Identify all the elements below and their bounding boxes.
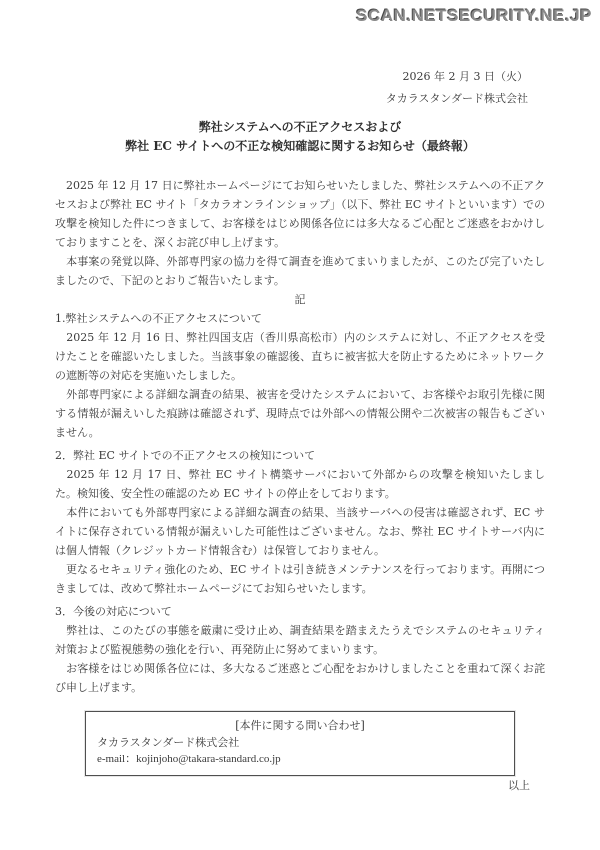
section-1-heading: 1.弊社システムへの不正アクセスについて <box>55 312 262 325</box>
contact-email: e-mail：kojinjoho@takara-standard.co.jp <box>97 753 281 765</box>
document-body <box>55 176 545 795</box>
section-3-paragraph-1: 弊社は、このたびの事態を厳粛に受け止め、調査結果を踏まえたうえでシステムのセキュリティ対策および監視態勢の強化を行い、再発防止に努めてまいります。 <box>55 624 545 656</box>
document-title <box>0 118 600 156</box>
contact-box-title: [本件に関する問い合わせ] <box>235 719 365 732</box>
title-line-1: 弊社システムへの不正アクセスおよび <box>198 120 402 134</box>
section-1-paragraph-2: 外部専門家による詳細な調査の結果、被害を受けたシステムにおいて、お客様やお取引先様に関する情報が漏えいした痕跡は確認されず、現時点では外部への情報公開や二次被害の報告もございません。 <box>55 388 545 439</box>
section-2-heading: 2．弊社 EC サイトでの不正アクセスの検知について <box>55 449 316 462</box>
section-2-paragraph-3: 更なるセキュリティ強化のため、EC サイトは引き続きメンテナンスを行っております。再開につきましては、改めて弊社ホームページにてお知らせいたします。 <box>55 563 545 595</box>
closing-word: 以上 <box>508 779 530 792</box>
document-date: 2026 年 2 月 3 日（火） <box>402 70 528 83</box>
ki-marker: 記 <box>294 293 306 306</box>
issuing-company: タカラスタンダード株式会社 <box>385 92 528 105</box>
contact-company: タカラスタンダード株式会社 <box>97 736 240 749</box>
intro-paragraph-1: 2025 年 12 月 17 日に弊社ホームページにてお知らせいたしました、弊社システムへの不正アクセスおよび弊社 EC サイト「タカラオンラインショップ」（以下、弊社 EC サイトといいます）での攻撃を検知した件につきまして、お客様をはじめ関係各位には多大なるご心配とご迷惑をおかけしておりますことを、深くお詫び申し上げます。 <box>55 179 546 249</box>
intro-paragraph-2: 本事案の発覚以降、外部専門家の協力を得て調査を進めてまいりましたが、このたび完了いたしましたので、下記のとおりご報告いたします。 <box>55 255 545 287</box>
section-3-heading: 3．今後の対応について <box>55 605 172 618</box>
section-3-paragraph-2: お客様をはじめ関係各位には、多大なるご迷惑とご心配をおかけしましたことを重ねて深くお詫び申し上げます。 <box>55 662 545 694</box>
scan-netsecurity-watermark: SCAN.NETSECURITY.NE.JP <box>356 6 592 25</box>
contact-box <box>85 711 515 776</box>
document-header <box>386 66 528 110</box>
title-line-2: 弊社 EC サイトへの不正な検知確認に関するお知らせ（最終報） <box>125 139 475 153</box>
section-2-paragraph-1: 2025 年 12 月 17 日、弊社 EC サイト構築サーバにおいて外部からの攻撃を検知いたしました。検知後、安全性の確認のため EC サイトの停止をしております。 <box>55 468 545 500</box>
section-1-paragraph-1: 2025 年 12 月 16 日、弊社四国支店（香川県高松市）内のシステムに対し、不正アクセスを受けたことを確認いたしました。当該事象の確認後、直ちに被害拡大を防止するためにネットワークの遮断等の対応を実施いたしました。 <box>55 331 545 382</box>
section-2-paragraph-2: 本件においても外部専門家による詳細な調査の結果、当該サーバへの侵害は確認されず、EC サイトに保存されている情報が漏えいした可能性はございません。なお、弊社 EC サイトサーバ内には個人情報（クレジットカード情報含む）は保管しておりません。 <box>55 506 545 557</box>
